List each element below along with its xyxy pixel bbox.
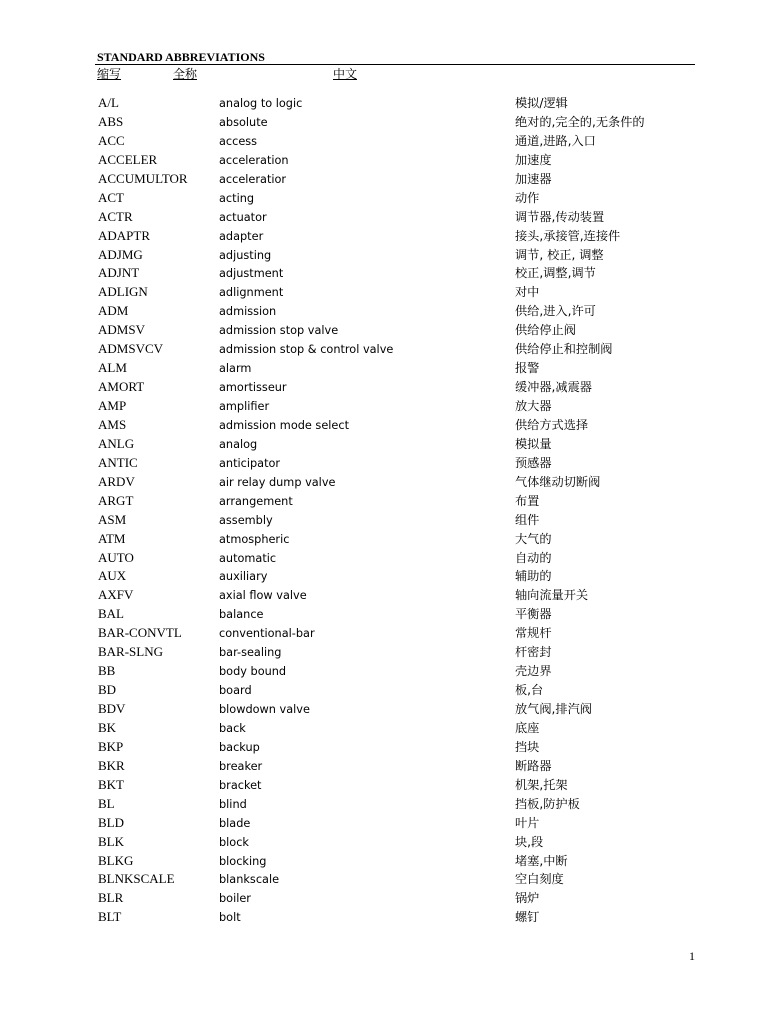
full-name-cell: breaker: [219, 759, 263, 773]
abbreviation-cell: AUX: [98, 568, 127, 584]
full-name-cell: blocking: [219, 854, 267, 868]
abbreviation-row: [0, 264, 768, 283]
chinese-cell: 供给方式选择: [515, 417, 589, 432]
abbreviation-cell: BLR: [98, 890, 124, 906]
full-name-cell: atmospheric: [219, 532, 290, 546]
chinese-cell: 对中: [515, 285, 540, 300]
chinese-cell: 螺钉: [515, 910, 540, 925]
abbreviation-cell: BDV: [98, 701, 126, 716]
full-name-cell: amortisseur: [219, 381, 287, 395]
abbreviation-row: [0, 757, 768, 776]
chinese-cell: 堵塞,中断: [515, 853, 568, 868]
chinese-cell: 放气阀,排汽阀: [515, 702, 592, 716]
abbreviation-row: [0, 94, 768, 113]
abbreviation-cell: BAL: [98, 606, 124, 622]
abbreviation-cell: BLK: [98, 833, 124, 849]
abbreviation-row: [0, 624, 768, 643]
full-name-cell: auxiliary: [219, 570, 268, 584]
column-header-full-name: 全称: [173, 67, 198, 81]
document-title: STANDARD ABBREVIATIONS: [97, 50, 265, 64]
abbreviation-cell: ACT: [98, 189, 124, 205]
abbreviation-cell: AUTO: [98, 549, 134, 565]
chinese-cell: 报警: [515, 361, 540, 376]
abbreviation-row: [0, 814, 768, 833]
full-name-cell: blowdown valve: [219, 703, 310, 716]
chinese-cell: 底座: [515, 720, 540, 735]
chinese-cell: 动作: [515, 190, 540, 205]
abbreviation-row: [0, 321, 768, 340]
abbreviation-cell: ABS: [98, 113, 124, 129]
abbreviation-cell: BLNKSCALE: [98, 871, 175, 887]
abbreviation-row: [0, 700, 768, 719]
chinese-cell: 机架,托架: [515, 777, 568, 792]
full-name-cell: analog: [219, 437, 258, 451]
chinese-cell: 预感器: [515, 455, 552, 470]
abbreviation-cell: BL: [98, 795, 115, 811]
chinese-cell: 绝对的,完全的,无条件的: [515, 114, 645, 129]
abbreviation-cell: A/L: [98, 95, 119, 110]
abbreviation-row: [0, 492, 768, 511]
abbreviation-row: [0, 151, 768, 170]
abbreviation-row: [0, 227, 768, 246]
abbreviation-cell: ADMSVCV: [98, 341, 164, 357]
chinese-cell: 供给停止阀: [515, 323, 576, 338]
chinese-cell: 常规杆: [515, 626, 552, 641]
full-name-cell: adlignment: [219, 286, 284, 300]
abbreviation-row: [0, 246, 768, 265]
chinese-cell: 自动的: [515, 550, 552, 565]
chinese-cell: 断路器: [515, 758, 552, 773]
abbreviation-cell: BLT: [98, 909, 122, 925]
abbreviation-cell: ACTR: [98, 208, 133, 224]
abbreviation-row: [0, 681, 768, 700]
abbreviation-row: [0, 416, 768, 435]
abbreviation-cell: BB: [98, 663, 116, 679]
full-name-cell: assembly: [219, 513, 273, 527]
abbreviation-cell: BAR-CONVTL: [98, 625, 182, 641]
abbreviation-cell: ADMSV: [98, 322, 145, 338]
full-name-cell: bracket: [219, 778, 262, 792]
abbreviation-row: [0, 833, 768, 852]
chinese-cell: 挡块: [515, 739, 540, 754]
chinese-cell: 锅炉: [515, 891, 540, 906]
full-name-cell: balance: [219, 608, 264, 622]
full-name-cell: access: [219, 134, 258, 148]
chinese-cell: 接头,承接管,连接件: [515, 228, 621, 243]
abbreviation-cell: ACCUMULTOR: [98, 170, 188, 186]
abbreviation-row: [0, 208, 768, 227]
abbreviation-cell: BD: [98, 682, 117, 698]
full-name-cell: acceleration: [219, 153, 289, 167]
full-name-cell: blade: [219, 816, 251, 830]
abbreviation-row: [0, 435, 768, 454]
abbreviation-cell: BLKG: [98, 852, 134, 868]
chinese-cell: 挡板,防护板: [515, 796, 580, 811]
abbreviation-cell: ADLIGN: [98, 284, 148, 300]
chinese-cell: 模拟量: [515, 436, 552, 451]
chinese-cell: 壳边界: [515, 664, 552, 679]
abbreviation-cell: ASM: [98, 511, 127, 527]
abbreviation-row: [0, 795, 768, 814]
abbreviation-row: [0, 870, 768, 889]
full-name-cell: body bound: [219, 665, 287, 679]
abbreviation-cell: ADM: [98, 303, 129, 319]
abbreviation-cell: BLD: [98, 814, 124, 830]
full-name-cell: alarm: [219, 362, 252, 376]
chinese-cell: 板,台: [515, 683, 544, 698]
abbreviation-cell: BK: [98, 719, 117, 735]
abbreviation-cell: AMS: [98, 416, 127, 432]
full-name-cell: bolt: [219, 911, 241, 925]
abbreviation-row: [0, 189, 768, 208]
full-name-cell: admission mode select: [219, 418, 350, 432]
chinese-cell: 缓冲器,减震器: [515, 380, 592, 395]
abbreviation-row: [0, 719, 768, 738]
abbreviation-row: [0, 113, 768, 132]
full-name-cell: air relay dump valve: [219, 475, 336, 489]
abbreviation-row: [0, 359, 768, 378]
abbreviation-row: [0, 567, 768, 586]
abbreviation-row: [0, 738, 768, 757]
abbreviation-cell: ALM: [98, 360, 127, 376]
full-name-cell: conventional-bar: [219, 627, 315, 641]
abbreviation-cell: ARDV: [98, 473, 135, 489]
abbreviation-cell: AXFV: [98, 587, 134, 603]
abbreviation-row: [0, 643, 768, 662]
abbreviation-cell: BKP: [98, 738, 124, 754]
abbreviation-list: [0, 94, 768, 927]
abbreviation-row: [0, 908, 768, 927]
chinese-cell: 杆密封: [515, 645, 552, 660]
abbreviation-cell: AMORT: [98, 379, 145, 395]
abbreviation-row: [0, 302, 768, 321]
full-name-cell: amplifier: [219, 400, 270, 413]
abbreviation-row: [0, 776, 768, 795]
full-name-cell: acceleratior: [219, 172, 287, 186]
chinese-cell: 气体继动切断阀: [515, 474, 601, 489]
full-name-cell: boiler: [219, 892, 251, 906]
abbreviation-cell: ANTIC: [98, 454, 138, 470]
full-name-cell: back: [219, 721, 246, 735]
full-name-cell: actuator: [219, 210, 267, 224]
abbreviation-row: [0, 530, 768, 549]
chinese-cell: 轴向流量开关: [515, 588, 589, 603]
chinese-cell: 模拟/逻辑: [515, 96, 568, 110]
full-name-cell: board: [219, 684, 252, 698]
full-name-cell: anticipator: [219, 456, 281, 470]
full-name-cell: admission stop & control valve: [219, 343, 394, 357]
abbreviation-cell: ADJNT: [98, 265, 140, 281]
abbreviation-cell: ACCELER: [98, 151, 158, 167]
abbreviation-row: [0, 454, 768, 473]
full-name-cell: backup: [219, 740, 260, 754]
page-number: 1: [689, 949, 695, 963]
chinese-cell: 组件: [515, 512, 540, 527]
abbreviation-row: [0, 511, 768, 530]
full-name-cell: absolute: [219, 115, 268, 129]
abbreviation-cell: ADAPTR: [98, 227, 151, 243]
full-name-cell: acting: [219, 191, 255, 205]
chinese-cell: 叶片: [515, 815, 540, 830]
chinese-cell: 块,段: [515, 834, 544, 849]
full-name-cell: adapter: [219, 229, 264, 243]
chinese-cell: 校正,调整,调节: [515, 266, 596, 281]
abbreviation-row: [0, 889, 768, 908]
full-name-cell: adjusting: [219, 248, 272, 262]
chinese-cell: 调节器,传动装置: [515, 209, 605, 224]
abbreviation-cell: BKT: [98, 776, 124, 792]
abbreviation-cell: BAR-SLNG: [98, 644, 164, 660]
abbreviation-row: [0, 586, 768, 605]
full-name-cell: bar-sealing: [219, 646, 282, 660]
chinese-cell: 供给,进入,许可: [515, 304, 596, 319]
abbreviation-row: [0, 605, 768, 624]
column-header-abbreviation: 缩写: [97, 67, 122, 81]
abbreviation-row: [0, 283, 768, 302]
abbreviation-cell: ATM: [98, 530, 126, 546]
full-name-cell: admission stop valve: [219, 324, 339, 338]
abbreviation-row: [0, 397, 768, 416]
abbreviation-row: [0, 340, 768, 359]
chinese-cell: 空白刻度: [515, 872, 564, 887]
chinese-cell: 布置: [515, 493, 540, 508]
abbreviation-cell: AMP: [98, 398, 127, 413]
abbreviation-cell: ANLG: [98, 435, 135, 451]
abbreviation-cell: ACC: [98, 132, 125, 148]
abbreviation-cell: ADJMG: [98, 246, 143, 262]
column-header-chinese: 中文: [333, 67, 358, 81]
abbreviation-row: [0, 170, 768, 189]
chinese-cell: 平衡器: [515, 607, 552, 622]
full-name-cell: arrangement: [219, 494, 293, 508]
abbreviation-row: [0, 662, 768, 681]
abbreviation-cell: ARGT: [98, 492, 134, 508]
full-name-cell: analog to logic: [219, 97, 303, 110]
full-name-cell: axial flow valve: [219, 589, 307, 603]
abbreviation-row: [0, 132, 768, 151]
chinese-cell: 加速器: [515, 171, 552, 186]
chinese-cell: 大气的: [515, 531, 552, 546]
chinese-cell: 调节, 校正, 调整: [515, 247, 604, 262]
chinese-cell: 加速度: [515, 152, 552, 167]
abbreviation-row: [0, 549, 768, 568]
abbreviation-row: [0, 473, 768, 492]
full-name-cell: admission: [219, 305, 277, 319]
full-name-cell: adjustment: [219, 267, 284, 281]
abbreviation-row: [0, 378, 768, 397]
chinese-cell: 通道,进路,入口: [515, 133, 596, 148]
chinese-cell: 供给停止和控制阀: [515, 342, 613, 357]
abbreviation-cell: BKR: [98, 757, 125, 773]
full-name-cell: blind: [219, 797, 247, 811]
full-name-cell: blankscale: [219, 873, 280, 887]
abbreviation-row: [0, 852, 768, 871]
chinese-cell: 辅助的: [515, 569, 552, 584]
chinese-cell: 放大器: [515, 399, 552, 413]
full-name-cell: block: [219, 835, 249, 849]
full-name-cell: automatic: [219, 551, 277, 565]
